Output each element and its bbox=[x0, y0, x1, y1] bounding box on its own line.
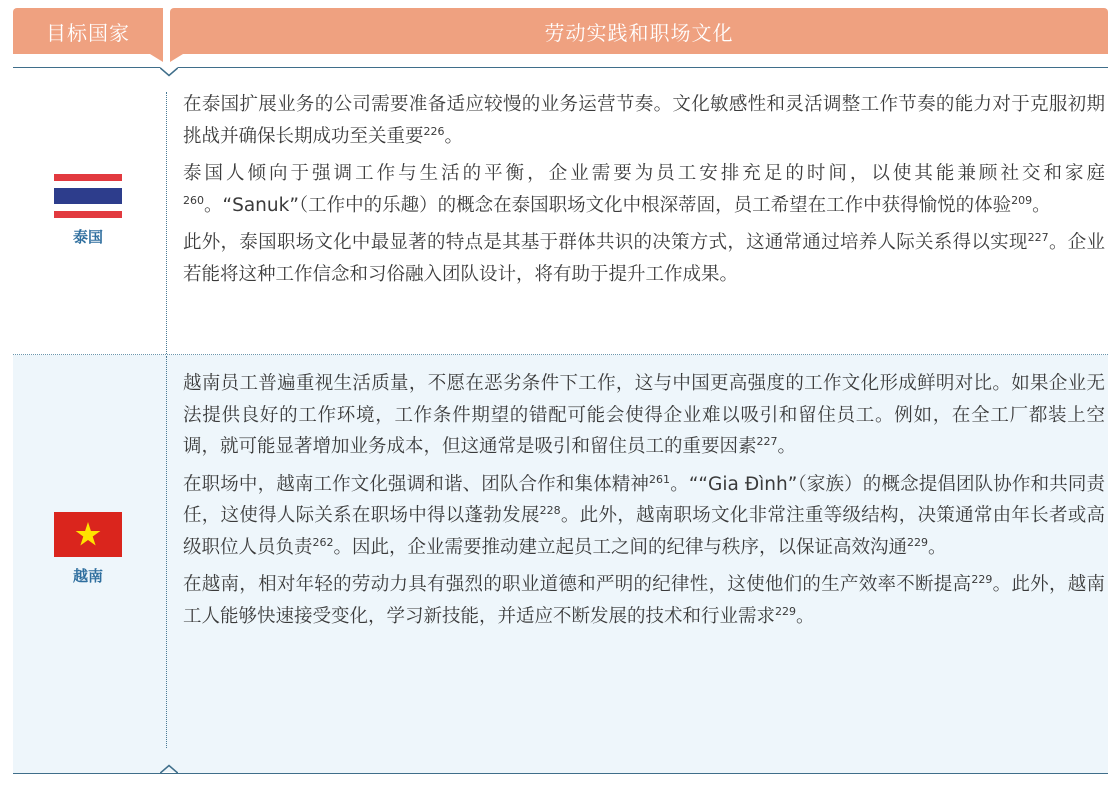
row-divider bbox=[13, 354, 1108, 355]
citation: 229 bbox=[775, 604, 797, 618]
citation: 229 bbox=[907, 535, 929, 549]
star-icon bbox=[75, 522, 101, 548]
paragraph: 泰国人倾向于强调工作与生活的平衡，企业需要为员工安排充足的时间，以使其能兼顾社交和家庭$^{260}$。“Sanuk”（工作中的乐趣）的概念在泰国职场文化中根深蒂固，员工希望在工作中获得愉悦的体验$^{209}$。 bbox=[183, 163, 1105, 216]
header-country-column: 目标国家 bbox=[13, 8, 163, 54]
citation: 262 bbox=[312, 535, 334, 549]
paragraph: 在泰国扩展业务的公司需要准备适应较慢的业务运营节奏。文化敏感性和灵活调整工作节奏的能力对于克服初期挑战并确保长期成功至关重要$^{226}$。 bbox=[183, 94, 1105, 147]
citation: 209 bbox=[1011, 193, 1033, 207]
paragraph: 在越南，相对年轻的劳动力具有强烈的职业道德和严明的纪律性，这使他们的生产效率不断提高$^{229}$。此外，越南工人能够快速接受变化，学习新技能，并适应不断发展的技术和行业需求$^{229}$。 bbox=[183, 572, 1105, 627]
bottom-rule bbox=[13, 773, 1108, 774]
vietnam-content bbox=[183, 368, 1105, 638]
country-name: 越南 bbox=[72, 567, 103, 585]
header-culture-column: 劳动实践和职场文化 bbox=[170, 8, 1108, 54]
column-divider bbox=[166, 92, 167, 354]
thailand-content bbox=[183, 89, 1105, 296]
paragraph: 在职场中，越南工作文化强调和谐、团队合作和集体精神$^{261}$。““Gia Đình”（家族）的概念提倡团队协作和共同责任，这使得人际关系在职场中得以蓬勃发展$^{228}$。此外，越南职场文化非常注重等级结构，决策通常由年长者或高级职位人员负责$^{262}$。因此，企业需要推动建立起员工之间的纪律与秩序，以保证高效沟通$^{229}$。 bbox=[183, 472, 1105, 558]
citation: 228 bbox=[539, 503, 561, 517]
citation: 227 bbox=[1027, 230, 1049, 244]
citation: 226 bbox=[423, 124, 445, 138]
vietnam-flag-icon bbox=[54, 512, 122, 557]
citation: 227 bbox=[756, 434, 778, 448]
country-cell-thailand bbox=[13, 174, 163, 247]
header-notch bbox=[150, 54, 163, 62]
paragraph: 此外，泰国职场文化中最显著的特点是其基于群体共识的决策方式，这通常通过培养人际关系得以实现$^{227}$。企业若能将这种工作信念和习俗融入团队设计，将有助于提升工作成果。 bbox=[183, 230, 1105, 285]
citation: 261 bbox=[649, 472, 671, 486]
paragraph: 越南员工普遍重视生活质量，不愿在恶劣条件下工作，这与中国更高强度的工作文化形成鲜明对比。如果企业无法提供良好的工作环境，工作条件期望的错配可能会使得企业难以吸引和留住员工。例如，在全工厂都装上空调，就可能显著增加业务成本，但这通常是吸引和留住员工的重要因素$^{227}$。 bbox=[183, 373, 1105, 457]
country-name: 泰国 bbox=[72, 228, 103, 246]
chevron-down-icon bbox=[160, 67, 178, 77]
header-notch bbox=[170, 54, 183, 62]
country-cell-vietnam bbox=[13, 512, 163, 586]
citation: 229 bbox=[971, 572, 993, 586]
column-divider bbox=[166, 356, 167, 748]
citation: 260 bbox=[183, 193, 204, 207]
thailand-flag-icon bbox=[54, 174, 122, 218]
